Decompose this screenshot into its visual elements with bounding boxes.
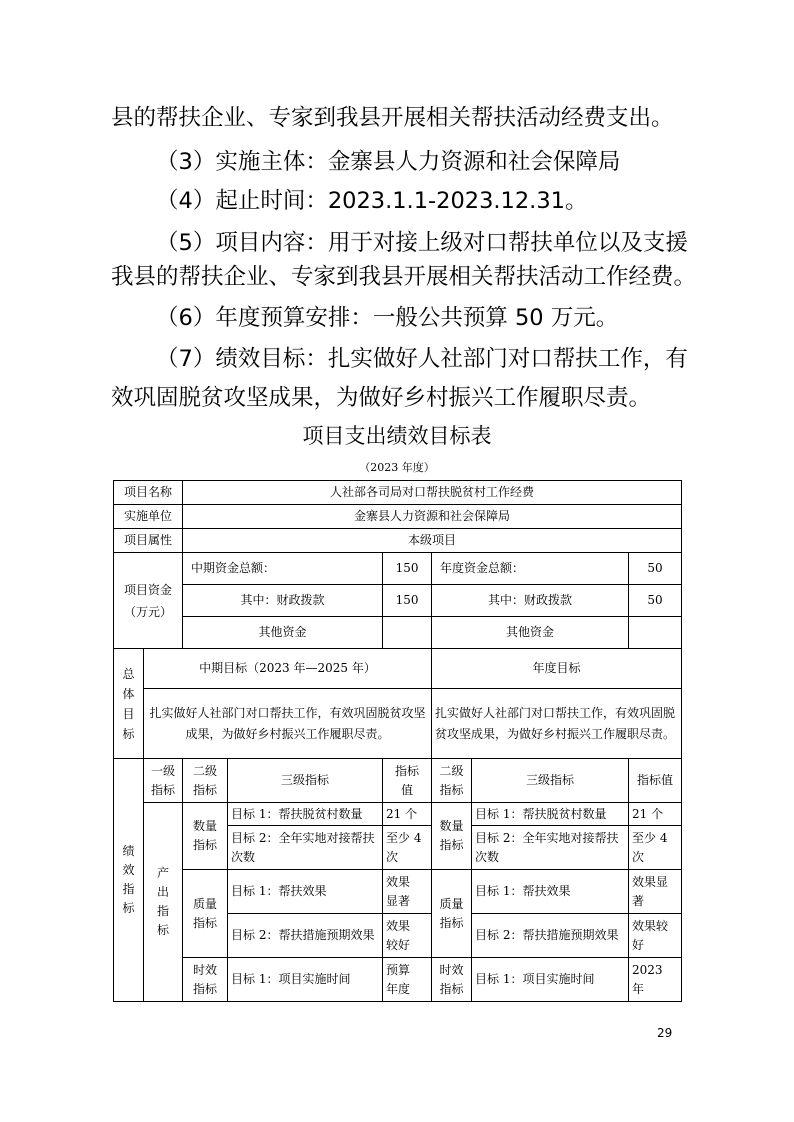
indicator-value-right: 效果较 好: [629, 914, 682, 958]
body-paragraph-line: （7）绩效目标：扎实做好人社部门对口帮扶工作，有: [156, 346, 688, 372]
body-paragraph-line: 县的帮扶企业、专家到我县开展相关帮扶活动经费支出。: [111, 105, 674, 131]
header-level1: 一级 指标: [144, 759, 183, 803]
header-value-right: 指标值: [629, 759, 682, 803]
attr-value: 本级项目: [183, 529, 682, 553]
unit-label: 实施单位: [114, 505, 183, 529]
indicator-text-right: 目标 1：帮扶脱贫村数量: [472, 803, 629, 826]
indicator-value-right: 效果显 著: [629, 870, 682, 914]
quality-indicator-label: 质量 指标: [183, 870, 228, 958]
year-other-value: [629, 617, 682, 649]
body-paragraph-line: 效巩固脱贫攻坚成果，为做好乡村振兴工作履职尽责。: [111, 385, 652, 411]
header-value: 指标 值: [383, 759, 432, 803]
year-total-value: 50: [629, 553, 682, 585]
header-level3: 三级指标: [228, 759, 383, 803]
year-other-label: 其他资金: [432, 617, 629, 649]
unit-value: 金寨县人力资源和社会保障局: [183, 505, 682, 529]
body-paragraph-line: 我县的帮扶企业、专家到我县开展相关帮扶活动工作经费。: [111, 264, 697, 290]
mid-goal-header: 中期目标（2023 年—2025 年）: [144, 649, 432, 689]
header-level2: 二级 指标: [183, 759, 228, 803]
year-goal-header: 年度目标: [432, 649, 682, 689]
overall-goal-label: 总 体 目 标: [114, 649, 144, 759]
mid-goal-text: 扎实做好人社部门对口帮扶工作，有效巩固脱贫攻坚成果，为做好乡村振兴工作履职尽责。: [144, 689, 432, 759]
body-paragraph-line: （6）年度预算安排：一般公共预算 50 万元。: [156, 305, 619, 331]
mid-fiscal-label: 其中：财政拨款: [183, 585, 383, 617]
year-goal-text: 扎实做好人社部门对口帮扶工作，有效巩固脱贫攻坚成果，为做好乡村振兴工作履职尽责。: [432, 689, 682, 759]
performance-target-table: [113, 480, 682, 1002]
body-paragraph-line: （3）实施主体：金寨县人力资源和社会保障局: [156, 149, 621, 175]
year-total-label: 年度资金总额：: [432, 553, 629, 585]
body-paragraph-line: （5）项目内容：用于对接上级对口帮扶单位以及支援: [156, 230, 688, 256]
project-name-label: 项目名称: [114, 481, 183, 505]
header-level2-right: 二级 指标: [432, 759, 472, 803]
mid-total-label: 中期资金总额：: [183, 553, 383, 585]
quality-indicator-label-right: 质量 指标: [432, 870, 472, 958]
indicator-text-right: 目标 2：帮扶措施预期效果: [472, 914, 629, 958]
indicator-value: 效果 较好: [383, 914, 432, 958]
header-level3-right: 三级指标: [472, 759, 629, 803]
indicator-value: 效果 显著: [383, 870, 432, 914]
attr-label: 项目属性: [114, 529, 183, 553]
performance-indicators-label: 绩 效 指 标: [114, 759, 144, 1002]
indicator-text: 目标 1：帮扶脱贫村数量: [228, 803, 383, 826]
indicator-text: 目标 1：帮扶效果: [228, 870, 383, 914]
indicator-value: 21 个: [383, 803, 432, 826]
page-number: 29: [657, 1026, 673, 1040]
indicator-text-right: 目标 1：项目实施时间: [472, 958, 629, 1002]
indicator-value-right: 至少 4 次: [629, 826, 682, 870]
indicator-value-right: 2023 年: [629, 958, 682, 1002]
indicator-text-right: 目标 1：帮扶效果: [472, 870, 629, 914]
time-indicator-label: 时效 指标: [183, 958, 228, 1002]
funds-label: 项目资金 （万元）: [114, 553, 183, 649]
indicator-value: 预算 年度: [383, 958, 432, 1002]
time-indicator-label-right: 时效 指标: [432, 958, 472, 1002]
output-indicators-label: 产 出 指 标: [144, 803, 183, 1002]
indicator-text: 目标 2：帮扶措施预期效果: [228, 914, 383, 958]
indicator-value: 至少 4 次: [383, 826, 432, 870]
mid-other-value: [383, 617, 432, 649]
table-year: （2023 年度）: [359, 461, 435, 474]
indicator-value-right: 21 个: [629, 803, 682, 826]
quantity-indicator-label-right: 数量 指标: [432, 803, 472, 870]
project-name-value: 人社部各司局对口帮扶脱贫村工作经费: [183, 481, 682, 505]
mid-total-value: 150: [383, 553, 432, 585]
indicator-text: 目标 2：全年实地对接帮扶次数: [228, 826, 383, 870]
indicator-text: 目标 1：项目实施时间: [228, 958, 383, 1002]
indicator-text-right: 目标 2：全年实地对接帮扶次数: [472, 826, 629, 870]
table-title: 项目支出绩效目标表: [302, 424, 492, 448]
year-fiscal-value: 50: [629, 585, 682, 617]
mid-other-label: 其他资金: [183, 617, 383, 649]
year-fiscal-label: 其中：财政拨款: [432, 585, 629, 617]
mid-fiscal-value: 150: [383, 585, 432, 617]
body-paragraph-line: （4）起止时间：2023.1.1-2023.12.31。: [156, 188, 588, 214]
quantity-indicator-label: 数量 指标: [183, 803, 228, 870]
